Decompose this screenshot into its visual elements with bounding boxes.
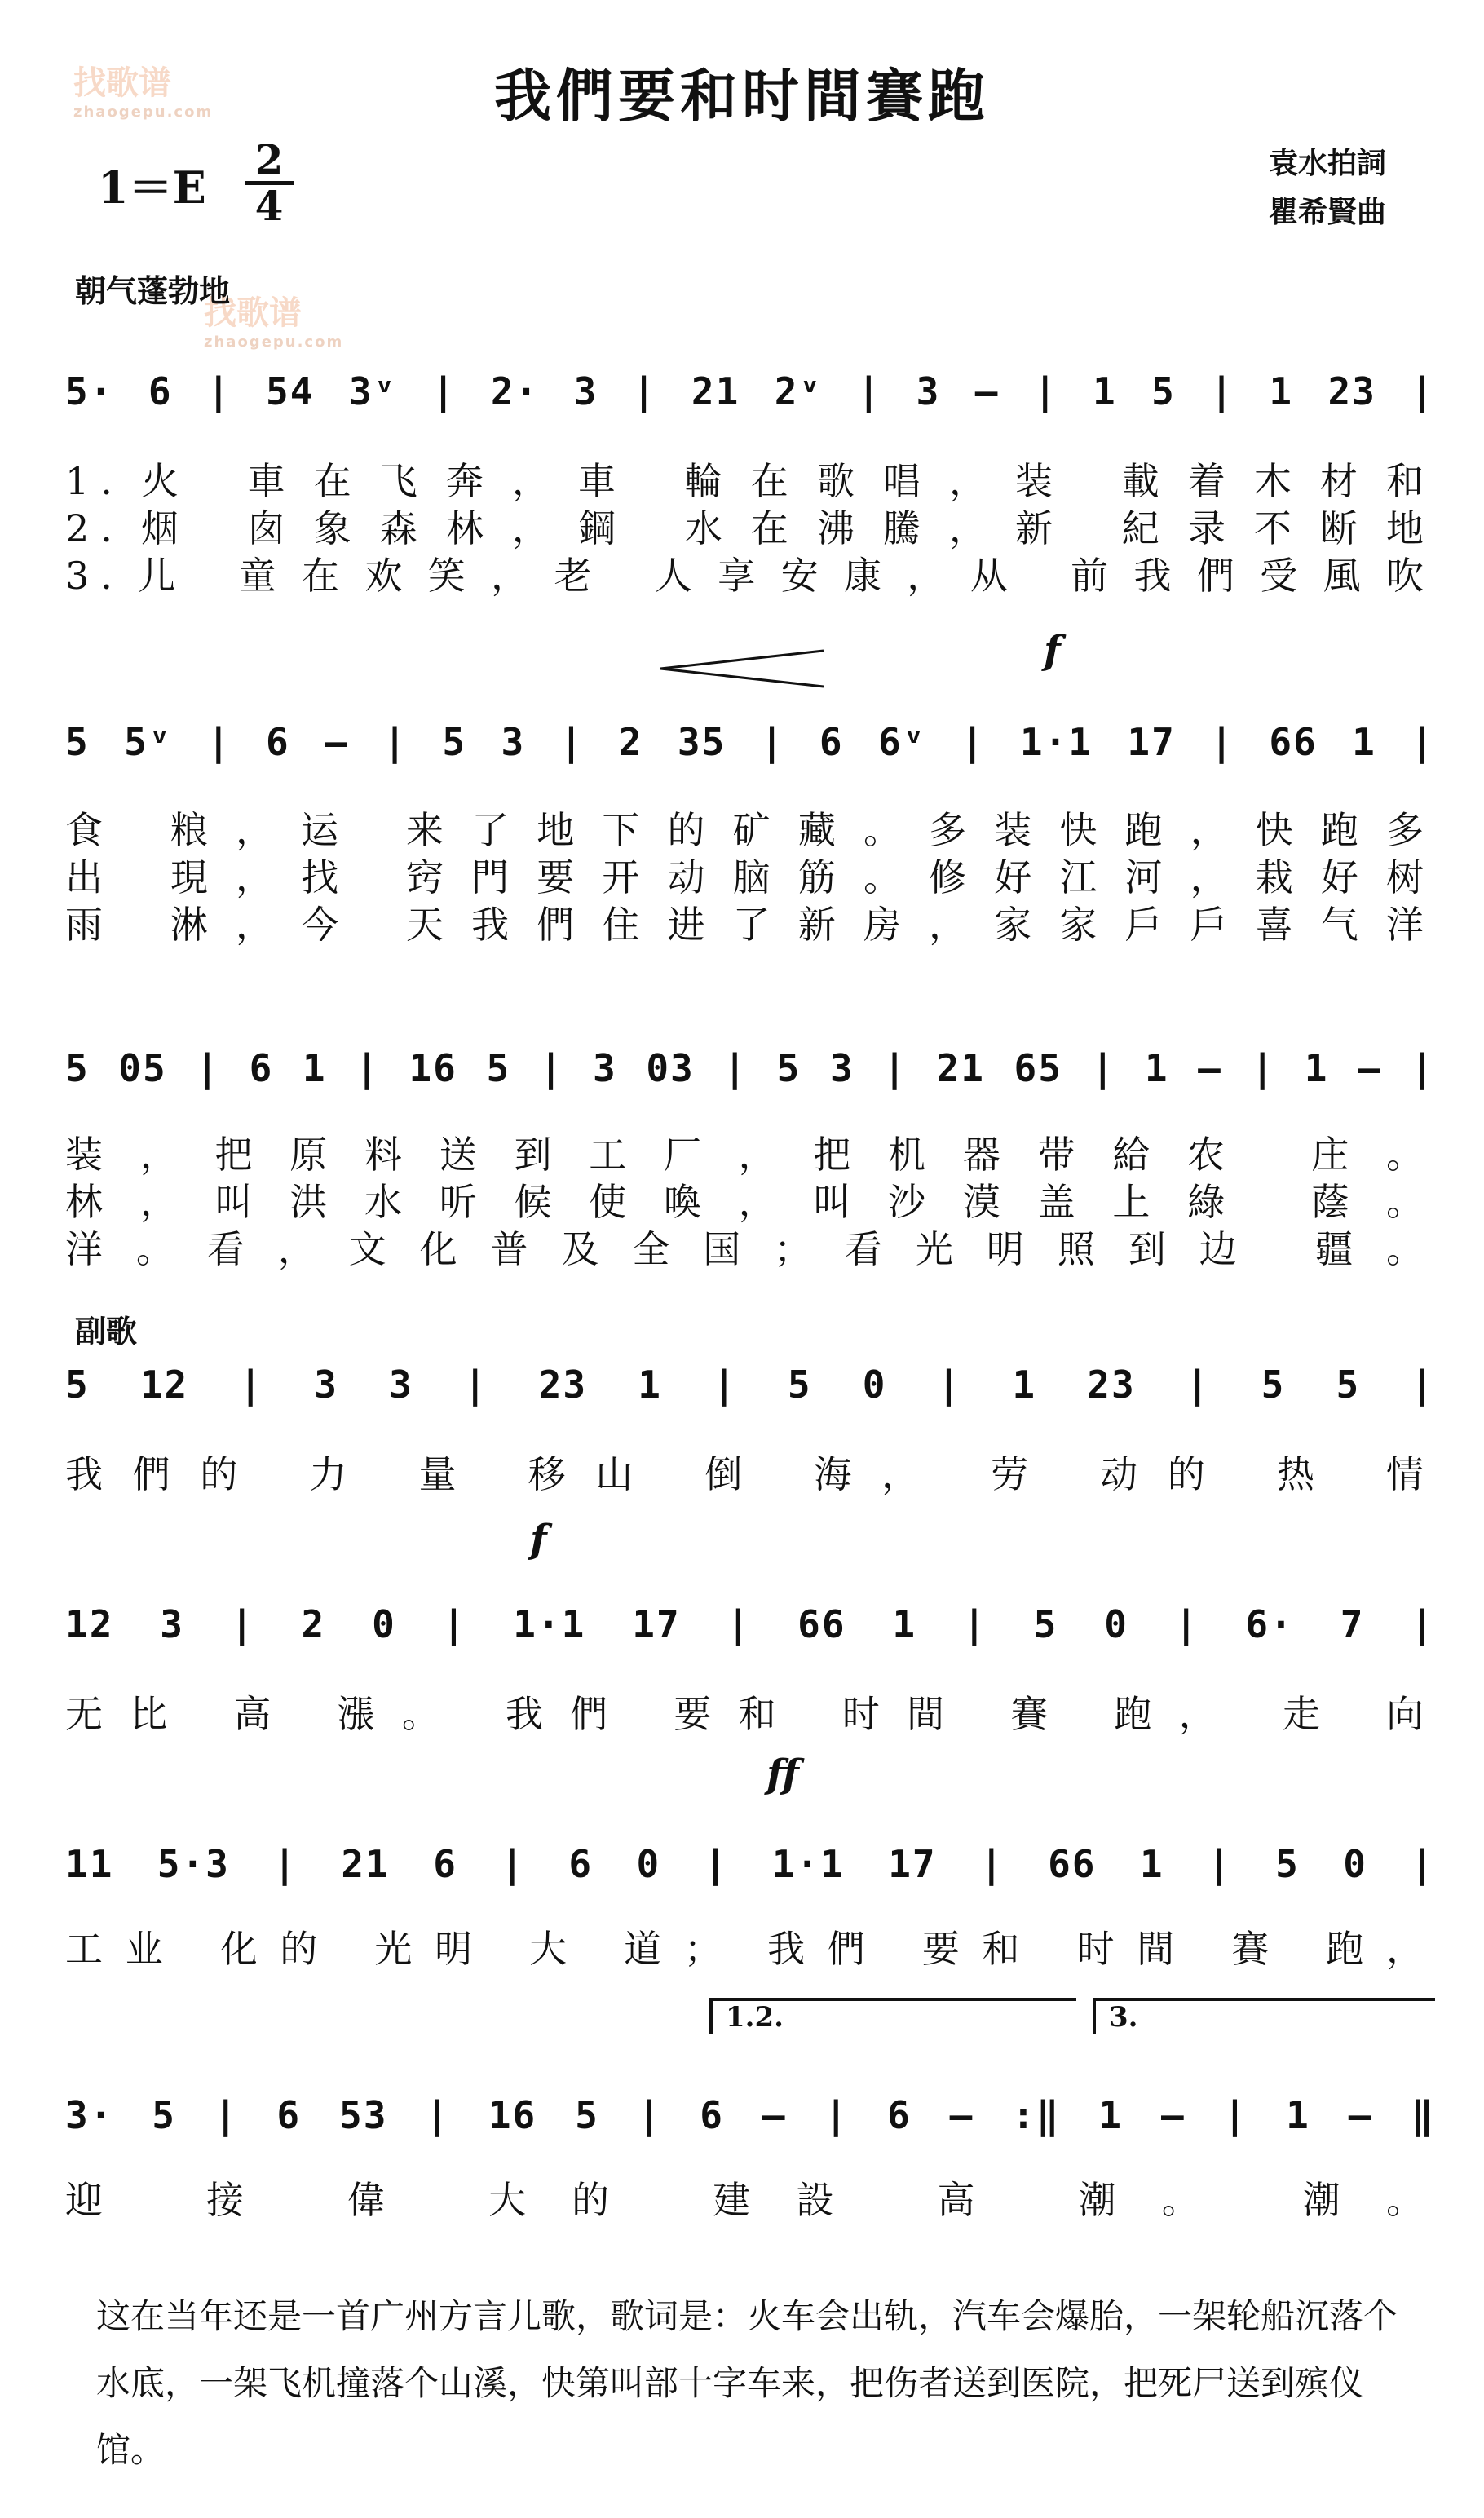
dynamic-fortissimo: ff xyxy=(766,1752,799,1797)
verse-system-1-notes: 5· 6 | 54 3ᵛ | 2· 3 | 21 2ᵛ | 3 — | 1 5 | 1 23 | xyxy=(65,369,1435,413)
watermark-site: zhaogepu.com xyxy=(204,334,344,351)
second-ending-bracket: 3. xyxy=(1093,1998,1435,2034)
composer-credit: 瞿希賢曲 xyxy=(1268,195,1386,229)
watermark-brand: 找歌谱 xyxy=(204,294,302,332)
chorus-system-1-lyric: 我們的 力 量 移山 倒 海， 劳 动的 热 情 xyxy=(65,1452,1435,1496)
chorus-system-4-lyric: 迎 接 偉 大的 建設 高 潮。 潮。 xyxy=(65,2178,1435,2222)
verse-system-1-lyric-2: 2.烟 囱象森林，鋼 水在沸騰，新 紀录不断地 xyxy=(65,506,1435,550)
lyricist-credit: 袁水拍詞 xyxy=(1268,146,1386,180)
key-signature: 1＝E xyxy=(98,161,206,214)
chorus-system-2-lyric: 无比 高 漲。 我們 要和 时間 賽 跑， 走 向 xyxy=(65,1692,1435,1736)
watermark-site: zhaogepu.com xyxy=(73,104,214,121)
dynamic-forte: f xyxy=(530,1517,547,1562)
time-signature-bottom: 4 xyxy=(254,182,284,230)
time-signature xyxy=(245,135,294,230)
verse-system-1-lyric-3: 3.儿 童在欢笑，老 人享安康，从 前我們受風吹 xyxy=(65,554,1435,598)
chorus-system-1-notes: 5 12 | 3 3 | 23 1 | 5 0 | 1 23 | 5 5 | xyxy=(65,1363,1435,1407)
verse-system-2-lyric-1: 食 粮，运 来了地下的矿藏。多装快跑，快跑多 xyxy=(65,808,1435,852)
time-signature-top: 2 xyxy=(245,139,294,185)
verse-system-3-lyric-1: 装，把原料送到工厂，把机器带給农 庄。 xyxy=(65,1133,1435,1177)
song-title: 我們要和时間賽跑 xyxy=(494,62,990,130)
verse-system-2-notes: 5 5ᵛ | 6 — | 5 3 | 2 35 | 6 6ᵛ | 1·1 17 | 66 1 | xyxy=(65,720,1435,764)
dynamic-forte: f xyxy=(1044,628,1061,674)
tempo-marking: 朝气蓬勃地 xyxy=(75,273,231,309)
chorus-system-2-notes: 12 3 | 2 0 | 1·1 17 | 66 1 | 5 0 | 6· 7 | xyxy=(65,1602,1435,1646)
verse-system-3-notes: 5 05 | 6 1 | 16 5 | 3 03 | 5 3 | 21 65 | 1 — | 1 — | xyxy=(65,1046,1435,1090)
verse-system-3-lyric-2: 林，叫洪水听候使喚，叫沙漠盖上綠 蔭。 xyxy=(65,1180,1435,1224)
verse-system-2-lyric-2: 出 現，找 窍門要开动脑筋。修好江河，栽好树 xyxy=(65,855,1435,899)
verse-system-3-lyric-3: 洋。看，文化普及全国；看光明照到边 疆。 xyxy=(65,1227,1435,1271)
footnote-text: 这在当年还是一首广州方言儿歌，歌词是：火车会出轨，汽车会爆胎，一架轮船沉落个水底，一架飞机撞落个山溪，快第叫部十字车来，把伤者送到医院，把死尸送到殡仪馆。 xyxy=(96,2296,1398,2470)
chorus-label: 副歌 xyxy=(75,1314,138,1350)
chorus-system-4-notes: 3· 5 | 6 53 | 16 5 | 6 — | 6 — :‖ 1 — | 1 — ‖ xyxy=(65,2093,1435,2137)
watermark-brand: 找歌谱 xyxy=(73,64,171,102)
verse-system-1-lyric-1: 1.火 車在飞奔，車 輪在歌唱，装 載着木材和 xyxy=(65,459,1435,503)
chorus-system-3-notes: 11 5·3 | 21 6 | 6 0 | 1·1 17 | 66 1 | 5 0 | xyxy=(65,1842,1435,1886)
verse-system-2-lyric-3: 雨 淋，今 天我們住进了新房，家家戶戶喜气洋 xyxy=(65,903,1435,947)
chorus-system-3-lyric: 工业 化的 光明 大 道； 我們 要和 时間 賽 跑， xyxy=(65,1927,1435,1971)
first-ending-bracket: 1.2. xyxy=(709,1998,1076,2034)
crescendo-hairpin xyxy=(652,644,832,693)
